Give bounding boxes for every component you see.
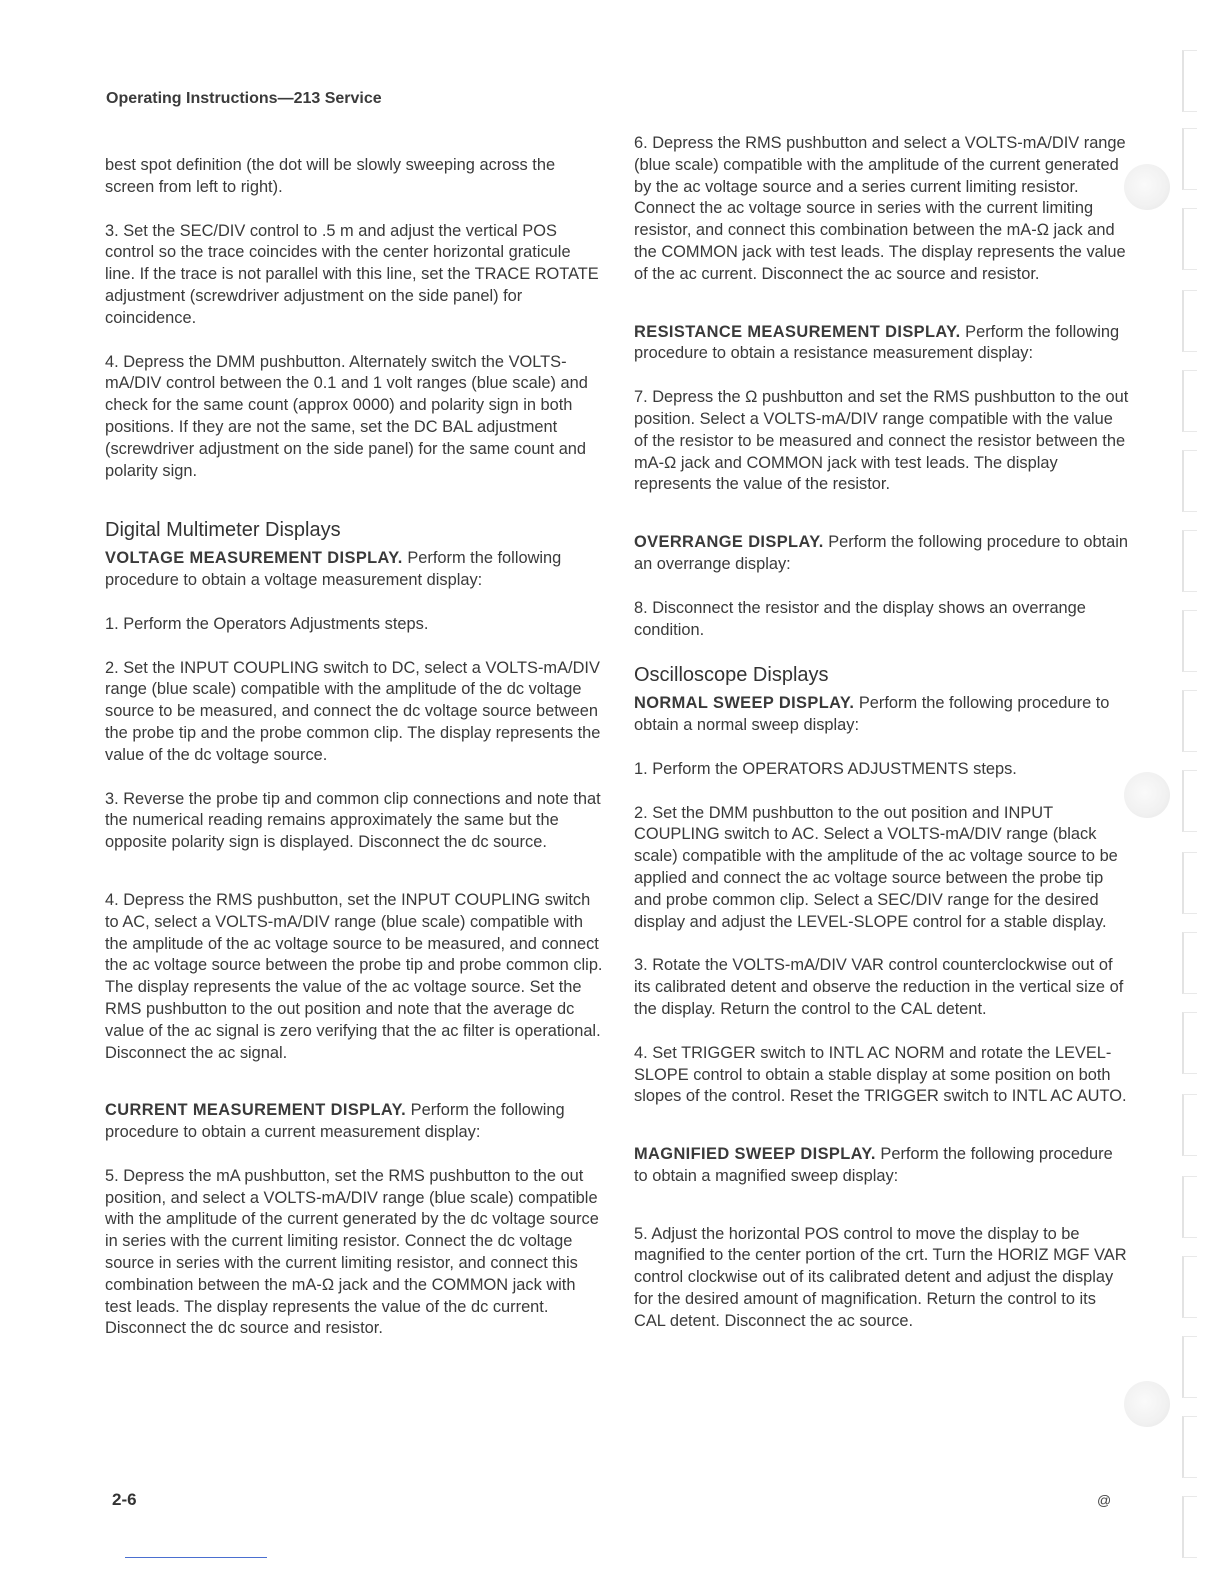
voltage-step-1: 1. Perform the Operators Adjustments steps. <box>105 614 429 633</box>
binder-tab <box>1182 1094 1197 1156</box>
binder-tab <box>1182 1176 1197 1238</box>
normal-text: Perform the following procedure to obtain a normal sweep display: <box>634 694 1110 734</box>
overrange-heading: OVERRANGE DISPLAY. <box>634 533 824 552</box>
binder-tab <box>1182 690 1197 752</box>
normal-step-1: 1. Perform the OPERATORS ADJUSTMENTS steps. <box>634 759 1017 778</box>
resistance-step-7: 7. Depress the Ω pushbutton and set the RMS pushbutton to the out position. Select a VOLTS-mA/DIV range compatible with the value of the resistor to be measured and connect the resistor between the mA-Ω jack and COMMON jack with test leads. The display represents the value of the resistor. <box>634 388 1129 494</box>
voltage-intro <box>105 548 605 592</box>
binder-hole <box>1124 164 1170 210</box>
normal-intro <box>634 693 1129 737</box>
binder-tab <box>1182 1012 1197 1074</box>
voltage-step-2: 2. Set the INPUT COUPLING switch to DC, select a VOLTS-mA/DIV range (blue scale) compatible with the amplitude of the dc voltage source to be measured, and connect the dc voltage source between the probe tip and the probe common clip. The display represents the value of the dc voltage source. <box>105 658 601 764</box>
binder-tab <box>1182 450 1197 512</box>
binder-tab <box>1182 1416 1197 1478</box>
step-3: 3. Set the SEC/DIV control to .5 m and adjust the vertical POS control so the trace coincides with the center horizontal graticule line. If the trace is not parallel with this line, set the TRACE ROTATE adjustment (screwdriver adjustment on the side panel) for coincidence. <box>105 221 599 327</box>
paragraph-continued: best spot definition (the dot will be slowly sweeping across the screen from left to right). <box>105 156 556 196</box>
current-text: Perform the following procedure to obtain a current measurement display: <box>105 1101 565 1142</box>
normal-step-3: 3. Rotate the VOLTS-mA/DIV VAR control counterclockwise out of its calibrated detent and observe the reduction in the vertical size of the display. Return the control to the CAL detent. <box>634 956 1124 1018</box>
magnified-text: Perform the following procedure to obtain a magnified sweep display: <box>634 1145 1113 1185</box>
footer-mark: @ <box>1097 1492 1112 1508</box>
voltage-step-3: 3. Reverse the probe tip and common clip connections and note that the numerical reading remains approximately the same but the opposite polarity sign is displayed. Disconnect the dc source. <box>105 789 601 852</box>
voltage-text: Perform the following procedure to obtain a voltage measurement display: <box>105 549 562 589</box>
binder-tab <box>1182 370 1197 432</box>
page-number: 2-6 <box>112 1490 137 1509</box>
magnified-intro <box>634 1144 1129 1188</box>
normal-step-4: 4. Set TRIGGER switch to INTL AC NORM and rotate the LEVEL-SLOPE control to obtain a stable display at some position on both slopes of the control. Reset the TRIGGER switch to INTL AC AUTO. <box>634 1043 1127 1106</box>
binder-tab <box>1182 770 1197 832</box>
binder-tab <box>1182 128 1197 190</box>
resistance-heading: RESISTANCE MEASUREMENT DISPLAY. <box>634 322 961 341</box>
binder-tab <box>1182 530 1197 592</box>
magnified-step-5: 5. Adjust the horizontal POS control to move the display to be magnified to the center portion of the crt. Turn the HORIZ MGF VAR control clockwise out of its calibrated detent and adjust the display for the desired amount of magnification. Return the control to its CAL detent. Disconnect the ac source. <box>634 1224 1127 1330</box>
footer-rule <box>125 1557 267 1558</box>
left-column <box>105 155 605 1340</box>
current-step-6: 6. Depress the RMS pushbutton and select a VOLTS-mA/DIV range (blue scale) compatible with the amplitude of the current generated by the ac voltage source and a series current limiting resistor. Connect the ac voltage source in series with the current limiting resistor, and connect this combination between the mA-Ω jack and the COMMON jack with test leads. The display represents the value of the ac current. Disconnect the ac source and resistor. <box>634 134 1126 283</box>
binder-tab <box>1182 852 1197 914</box>
voltage-heading: VOLTAGE MEASUREMENT DISPLAY. <box>105 549 403 568</box>
binder-tab <box>1182 1336 1197 1398</box>
step-4: 4. Depress the DMM pushbutton. Alternately switch the VOLTS-mA/DIV control between the 0.1 and 1 volt ranges (blue scale) and check for the same count (approx 0000) and polarity sign in both positions. If they are not the same, set the DC BAL adjustment (screwdriver adjustment on the side panel) for the same count and polarity sign. <box>105 352 588 480</box>
current-step-5: 5. Depress the mA pushbutton, set the RMS pushbutton to the out position, and select a VOLTS-mA/DIV range (blue scale) compatible with the amplitude of the current generated by the dc voltage source in series with the current limiting resistor. Connect the dc voltage source in series with the current limiting resistor, and connect this combination between the mA-Ω jack and the COMMON jack with test leads. The display represents the value of the dc current. Disconnect the dc source and resistor. <box>105 1166 599 1338</box>
section-heading-dmm: Digital Multimeter Displays <box>105 519 341 542</box>
resistance-text: Perform the following procedure to obtain a resistance measurement display: <box>634 322 1120 363</box>
voltage-step-4: 4. Depress the RMS pushbutton, set the INPUT COUPLING switch to AC, select a VOLTS-mA/DIV range (blue scale) compatible with the amplitude of the ac voltage source to be measured, and connect the ac voltage source between the probe tip and probe common clip. The display represents the value of the ac voltage source. Set the RMS pushbutton to the out position and note that the average dc value of the ac signal is zero verifying that the ac filter is operational. Disconnect the ac signal. <box>105 890 603 1062</box>
right-column <box>634 133 1129 1333</box>
binder-tab <box>1182 1256 1197 1318</box>
overrange-step-8: 8. Disconnect the resistor and the display shows an overrange condition. <box>634 598 1086 639</box>
current-heading: CURRENT MEASUREMENT DISPLAY. <box>105 1101 407 1120</box>
current-intro <box>105 1100 605 1144</box>
binder-tab <box>1182 932 1197 994</box>
binder-tab <box>1182 50 1197 112</box>
binder-tab <box>1182 1496 1197 1558</box>
binder-tab <box>1182 208 1197 270</box>
normal-step-2: 2. Set the DMM pushbutton to the out position and INPUT COUPLING switch to AC. Select a VOLTS-mA/DIV range (black scale) compatible with the amplitude of the ac voltage source to be applied and connect the ac voltage source between the probe tip and probe common clip. Select a SEC/DIV range for the desired display and adjust the LEVEL-SLOPE control for a stable display. <box>634 803 1118 931</box>
binder-hole <box>1124 1381 1170 1427</box>
section-heading-oscilloscope: Oscilloscope Displays <box>634 664 829 687</box>
binder-tab <box>1182 610 1197 672</box>
magnified-heading: MAGNIFIED SWEEP DISPLAY. <box>634 1145 876 1164</box>
overrange-intro <box>634 532 1129 576</box>
binder-tab <box>1182 290 1197 352</box>
binder-hole <box>1124 772 1170 818</box>
resistance-intro <box>634 322 1129 366</box>
overrange-text: Perform the following procedure to obtain an overrange display: <box>634 533 1128 573</box>
page-header: Operating Instructions—213 Service <box>106 90 382 107</box>
normal-heading: NORMAL SWEEP DISPLAY. <box>634 694 855 713</box>
